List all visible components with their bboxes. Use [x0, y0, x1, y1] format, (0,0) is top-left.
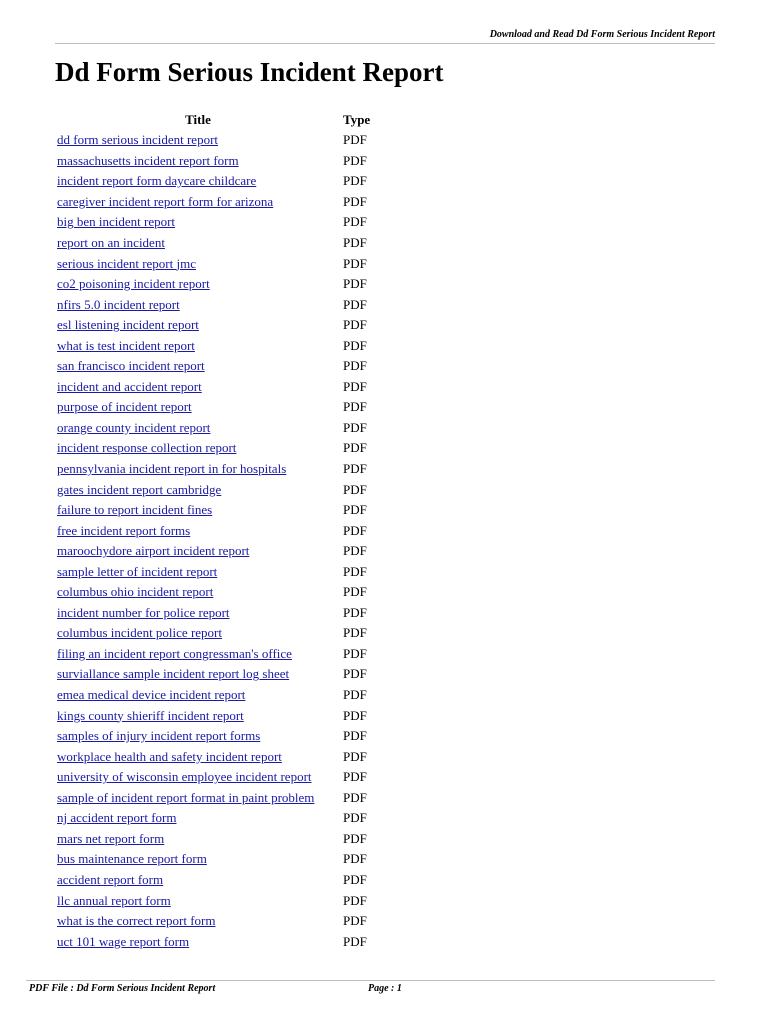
title-cell [55, 767, 341, 788]
title-cell [55, 212, 341, 233]
table-row [55, 644, 372, 665]
type-cell: PDF [343, 851, 367, 867]
title-cell [55, 151, 341, 172]
table-row [55, 582, 372, 603]
document-link[interactable]: surviallance sample incident report log sheet [57, 666, 290, 682]
document-link[interactable]: big ben incident report [57, 214, 176, 230]
title-cell [55, 356, 341, 377]
type-cell: PDF [343, 296, 367, 312]
title-cell [55, 664, 341, 685]
table-header-row [55, 110, 372, 130]
table-row [55, 808, 372, 829]
type-cell: PDF [343, 440, 367, 456]
title-cell [55, 418, 341, 439]
column-header-type: Type [343, 112, 371, 127]
title-cell [55, 479, 341, 500]
table-row [55, 192, 372, 213]
title-cell [55, 315, 341, 336]
document-link[interactable]: esl listening incident report [57, 317, 199, 333]
title-cell [55, 438, 341, 459]
document-link[interactable]: kings county shieriff incident report [57, 707, 244, 723]
table-row [55, 931, 372, 952]
table-row [55, 151, 372, 172]
title-cell [55, 500, 341, 521]
type-cell: PDF [343, 481, 367, 497]
header-text: Download and Read Dd Form Serious Incident Report [489, 29, 715, 40]
type-cell: PDF [343, 933, 367, 949]
title-cell [55, 849, 341, 870]
title-cell [55, 459, 341, 480]
table-row [55, 130, 372, 151]
title-cell [55, 890, 341, 911]
title-cell [55, 171, 341, 192]
title-cell [55, 685, 341, 706]
title-cell [55, 705, 341, 726]
table-row [55, 335, 372, 356]
document-link[interactable]: university of wisconsin employee incident report [57, 769, 312, 785]
title-cell [55, 397, 341, 418]
table-row [55, 356, 372, 377]
type-cell: PDF [343, 748, 367, 764]
type-cell: PDF [343, 337, 367, 353]
title-cell [55, 644, 341, 665]
table-row [55, 315, 372, 336]
footer-file-label: PDF File : Dd Form Serious Incident Report [29, 983, 216, 994]
type-cell: PDF [343, 913, 367, 929]
title-cell [55, 931, 341, 952]
document-link[interactable]: co2 poisoning incident report [57, 276, 210, 292]
document-link[interactable]: report on an incident [57, 235, 165, 250]
type-cell: PDF [343, 461, 367, 477]
document-link[interactable]: san francisco incident report [57, 358, 205, 374]
table-row [55, 500, 372, 521]
title-cell [55, 911, 341, 932]
document-link[interactable]: maroochydore airport incident report [57, 543, 250, 559]
table-row [55, 418, 372, 439]
title-cell [55, 788, 341, 809]
title-cell [55, 726, 341, 747]
type-cell: PDF [343, 522, 367, 538]
table-row [55, 253, 372, 274]
type-cell: PDF [343, 419, 367, 435]
document-link[interactable]: purpose of incident report [57, 399, 192, 415]
document-link[interactable]: nfirs 5.0 incident report [57, 296, 180, 312]
header-divider [55, 43, 715, 44]
table-row [55, 479, 372, 500]
title-cell [55, 335, 341, 356]
type-cell: PDF [343, 543, 367, 559]
document-link[interactable]: workplace health and safety incident report [57, 748, 282, 764]
document-link[interactable]: dd form serious incident report [57, 132, 219, 148]
table-row [55, 767, 372, 788]
document-link[interactable]: orange county incident report [57, 419, 211, 435]
type-cell: PDF [343, 604, 367, 620]
document-link[interactable]: sample of incident report format in paint problem [57, 789, 315, 805]
table-row [55, 233, 372, 254]
type-cell: PDF [343, 378, 367, 394]
type-cell: PDF [343, 645, 367, 661]
document-link[interactable]: incident number for police report [57, 604, 230, 620]
table-row [55, 274, 372, 295]
document-link[interactable]: what is the correct report form [57, 913, 216, 929]
type-cell: PDF [343, 687, 367, 703]
table-row [55, 746, 372, 767]
type-cell: PDF [343, 235, 367, 250]
type-cell: PDF [343, 132, 367, 148]
title-cell [55, 746, 341, 767]
title-cell [55, 377, 341, 398]
table-row [55, 623, 372, 644]
title-cell [55, 808, 341, 829]
title-cell [55, 870, 341, 891]
document-link[interactable]: accident report form [57, 871, 164, 887]
type-cell: PDF [343, 193, 367, 209]
type-cell: PDF [343, 502, 367, 518]
page-title: Dd Form Serious Incident Report [55, 57, 444, 87]
type-cell: PDF [343, 769, 367, 785]
table-row [55, 685, 372, 706]
title-cell [55, 274, 341, 295]
title-cell [55, 233, 341, 254]
table-row [55, 520, 372, 541]
table-row [55, 294, 372, 315]
document-link[interactable]: nj accident report form [57, 810, 177, 826]
table-row [55, 212, 372, 233]
footer-divider [26, 980, 715, 981]
document-link[interactable]: incident report form daycare childcare [57, 173, 257, 189]
table-row [55, 890, 372, 911]
document-link[interactable]: llc annual report form [57, 892, 171, 908]
type-cell: PDF [343, 173, 367, 189]
title-cell [55, 541, 341, 562]
table-body [55, 130, 372, 952]
document-link[interactable]: columbus ohio incident report [57, 584, 214, 600]
type-cell: PDF [343, 255, 367, 271]
table-row [55, 438, 372, 459]
document-link[interactable]: pennsylvania incident report in for hospitals [57, 461, 287, 477]
title-cell [55, 253, 341, 274]
document-link[interactable]: caregiver incident report form for arizona [57, 193, 274, 209]
title-cell [55, 130, 341, 151]
type-cell: PDF [343, 892, 367, 908]
type-cell: PDF [343, 214, 367, 230]
type-cell: PDF [343, 810, 367, 826]
table-row [55, 397, 372, 418]
document-link[interactable]: columbus incident police report [57, 625, 222, 641]
table-row [55, 459, 372, 480]
document-link[interactable]: emea medical device incident report [57, 687, 246, 703]
table-row [55, 849, 372, 870]
document-link[interactable]: samples of injury incident report forms [57, 728, 261, 744]
document-link[interactable]: free incident report forms [57, 522, 191, 538]
table-row [55, 541, 372, 562]
table-row [55, 377, 372, 398]
footer-page-number: Page : 1 [368, 983, 402, 994]
type-cell: PDF [343, 152, 367, 168]
type-cell: PDF [343, 871, 367, 887]
document-table [55, 110, 372, 952]
type-cell: PDF [343, 399, 367, 415]
document-link[interactable]: bus maintenance report form [57, 851, 207, 867]
table-row [55, 171, 372, 192]
document-link[interactable]: incident response collection report [57, 440, 237, 456]
type-cell: PDF [343, 317, 367, 333]
type-cell: PDF [343, 789, 367, 805]
type-cell: PDF [343, 358, 367, 374]
document-link[interactable]: gates incident report cambridge [57, 481, 222, 497]
column-header-title: Title [185, 112, 211, 127]
type-cell: PDF [343, 563, 367, 579]
title-cell [55, 561, 341, 582]
document-link[interactable]: incident and accident report [57, 378, 202, 394]
table-row [55, 561, 372, 582]
type-cell: PDF [343, 625, 367, 641]
title-cell [55, 520, 341, 541]
table-row [55, 829, 372, 850]
document-link[interactable]: massachusetts incident report form [57, 152, 239, 168]
title-cell [55, 603, 341, 624]
type-cell: PDF [343, 728, 367, 744]
table-row [55, 911, 372, 932]
table-row [55, 664, 372, 685]
document-link[interactable]: uct 101 wage report form [57, 933, 190, 949]
document-link[interactable]: what is test incident report [57, 337, 195, 353]
type-cell: PDF [343, 830, 367, 846]
title-cell [55, 829, 341, 850]
table-row [55, 788, 372, 809]
table-row [55, 603, 372, 624]
document-link[interactable]: mars net report form [57, 830, 165, 846]
document-link[interactable]: filing an incident report congressman's office [57, 645, 292, 661]
title-cell [55, 294, 341, 315]
type-cell: PDF [343, 584, 367, 600]
table-row [55, 870, 372, 891]
title-cell [55, 582, 341, 603]
table-row [55, 726, 372, 747]
document-link[interactable]: serious incident report jmc [57, 255, 196, 271]
type-cell: PDF [343, 276, 367, 292]
document-link[interactable]: failure to report incident fines [57, 502, 213, 518]
title-cell [55, 192, 341, 213]
table-row [55, 705, 372, 726]
type-cell: PDF [343, 666, 367, 682]
title-cell [55, 623, 341, 644]
document-link[interactable]: sample letter of incident report [57, 563, 218, 579]
type-cell: PDF [343, 707, 367, 723]
